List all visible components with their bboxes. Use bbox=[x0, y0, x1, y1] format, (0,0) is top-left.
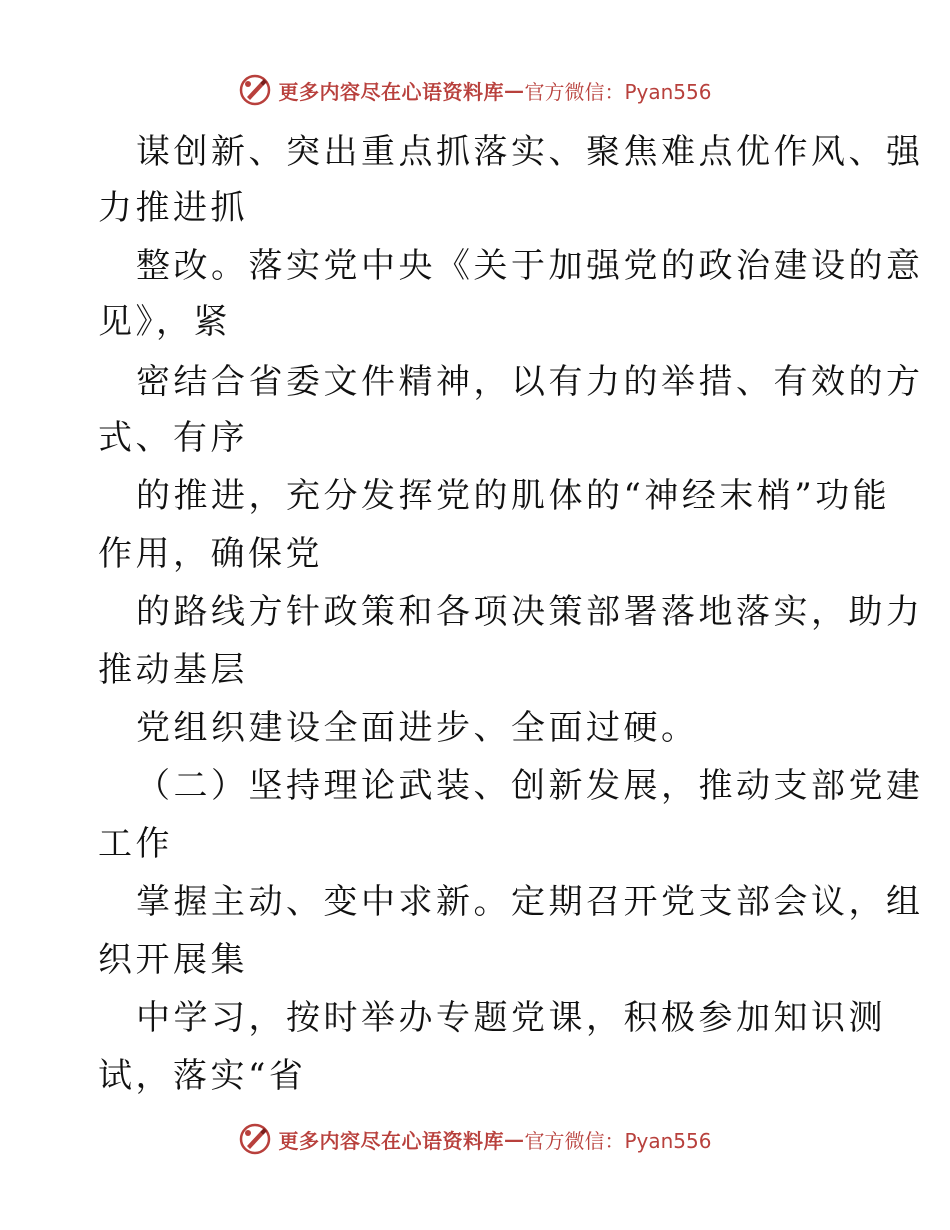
body-line: 式、有序 bbox=[98, 418, 248, 458]
body-line: 推动基层 bbox=[98, 650, 248, 690]
body-line: 作用，确保党 bbox=[98, 534, 323, 574]
header-site-text: 更多内容尽在心语资料库 bbox=[278, 79, 504, 104]
logo-icon bbox=[238, 1122, 272, 1156]
body-line: 试，落实“省 bbox=[98, 1056, 307, 1096]
footer-site-text: 更多内容尽在心语资料库 bbox=[278, 1128, 504, 1153]
body-line: 见》，紧 bbox=[98, 302, 231, 342]
body-line: 密结合省委文件精神，以有力的举措、有效的方 bbox=[136, 362, 924, 402]
body-line: 的推进，充分发挥党的肌体的“神经末梢”功能 bbox=[136, 476, 891, 516]
body-line: 中学习，按时举办专题党课，积极参加知识测 bbox=[136, 998, 886, 1038]
body-line: 谋创新、突出重点抓落实、聚焦难点优作风、强 bbox=[136, 132, 924, 172]
footer-dash: — bbox=[503, 1127, 525, 1151]
body-line: 力推进抓 bbox=[98, 188, 248, 228]
body-line: 工作 bbox=[98, 824, 173, 864]
body-line: 党组织建设全面进步、全面过硬。 bbox=[136, 708, 699, 748]
footer-wechat-text: 官方微信：Pyan556 bbox=[524, 1128, 712, 1153]
body-line: 织开展集 bbox=[98, 940, 248, 980]
logo-icon bbox=[238, 73, 272, 107]
body-line: （二）坚持理论武装、创新发展，推动支部党建 bbox=[136, 766, 924, 806]
body-line: 的路线方针政策和各项决策部署落地落实，助力 bbox=[136, 592, 924, 632]
header-wechat-text: 官方微信：Pyan556 bbox=[524, 79, 712, 104]
header-banner bbox=[0, 72, 950, 108]
body-line: 掌握主动、变中求新。定期召开党支部会议，组 bbox=[136, 882, 924, 922]
header-dash: — bbox=[503, 78, 525, 102]
body-line: 整改。落实党中央《关于加强党的政治建设的意 bbox=[136, 246, 924, 286]
footer-banner bbox=[0, 1121, 950, 1157]
